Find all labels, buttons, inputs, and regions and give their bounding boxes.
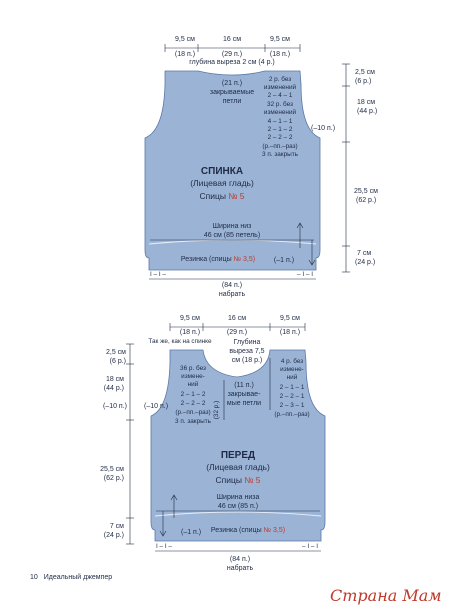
- back-top-width-right: 9,5 см: [270, 36, 290, 43]
- back-dim-rib-rows: (24 р.): [355, 259, 376, 266]
- front-left-row-7: 3 п. закрыть: [174, 418, 212, 425]
- front-top-width-left: 9,5 см: [180, 315, 200, 322]
- front-section: [100, 315, 325, 572]
- front-right-row-2: измене-: [280, 366, 304, 373]
- front-top-count-right: (18 п.): [279, 329, 301, 336]
- back-width-value: 46 см (85 петель): [203, 232, 261, 239]
- page-footer: [30, 574, 112, 581]
- front-dim-shoulder: 2,5 см: [106, 349, 126, 356]
- back-armhole-row-9: (р.–пп.–раз): [262, 143, 298, 150]
- back-armhole-row-10: 3 п. закрыть: [261, 151, 299, 158]
- front-dim-rib: 7 см: [109, 523, 124, 530]
- front-left-vertical: (32 р.): [213, 400, 220, 420]
- page-number: 10: [30, 574, 38, 581]
- back-armhole-row-1: 2 р. без: [268, 76, 292, 83]
- front-right-row-4: 2 – 1 – 1: [279, 384, 305, 391]
- front-right-row-6: 2 – 3 – 1: [279, 402, 305, 409]
- back-edge-left: I – I –: [150, 271, 166, 278]
- front-dim-armhole-dec-inner: (–10 п.): [144, 403, 169, 410]
- front-subtitle: (Лицевая гладь): [206, 462, 270, 472]
- back-neck-stitches: (21 п.): [221, 80, 243, 87]
- back-armhole-row-2: изменений: [263, 84, 297, 91]
- front-title: ПЕРЕД: [220, 450, 256, 461]
- front-neck-stitches: (11 п.): [234, 382, 254, 389]
- front-dim-body: 25,5 см: [100, 466, 124, 473]
- back-dim-body: 25,5 см: [354, 188, 378, 195]
- back-top-count-right: (18 п.): [269, 51, 291, 58]
- front-top-width-neck: 16 см: [227, 315, 247, 322]
- back-rib-label: [181, 256, 255, 263]
- watermark-logo: Страна Мам: [330, 586, 442, 605]
- back-section: [145, 36, 378, 298]
- back-top-width-left: 9,5 см: [175, 36, 195, 43]
- front-right-row-3: ний: [286, 374, 298, 381]
- back-armhole-row-4: 32 р. без: [267, 101, 293, 108]
- front-edge-left: I – I –: [156, 543, 172, 550]
- front-left-row-3: ний: [187, 381, 199, 388]
- back-subtitle: (Лицевая гладь): [190, 178, 254, 188]
- front-same-as-back: Так же, как на спинке: [148, 338, 212, 345]
- front-top-count-left: (18 п.): [179, 329, 201, 336]
- back-armhole-row-5: изменений: [263, 109, 297, 116]
- back-dim-armhole-rows: (44 р.): [357, 108, 378, 115]
- back-dim-armhole: 18 см: [357, 99, 376, 106]
- back-needles: [199, 191, 244, 201]
- magazine-title: Идеальный джемпер: [43, 574, 113, 581]
- back-armhole-row-3: 2 – 4 – 1: [267, 92, 293, 99]
- front-dim-armhole-rows: (44 р.): [103, 385, 124, 392]
- front-dim-armhole: 18 см: [105, 376, 124, 383]
- front-right-row-1: 4 р. без: [280, 358, 304, 365]
- back-dim-body-rows: (62 р.): [356, 197, 377, 204]
- front-top-count-neck: (29 п.): [226, 329, 248, 336]
- back-edge-right: – I – I: [297, 271, 313, 278]
- front-decrease: (–1 п.): [181, 529, 202, 536]
- back-dim-armhole-dec: (–10 п.): [311, 125, 336, 132]
- back-armhole-row-7: 2 – 1 – 2: [267, 126, 293, 133]
- front-left-row-1: 36 р. без: [180, 365, 206, 372]
- back-decrease: (–1 п.): [273, 257, 295, 264]
- back-rib-text: Резинка (спицы: [180, 256, 232, 263]
- back-cast-on-label: набрать: [218, 291, 246, 298]
- back-width-label: Ширина низ: [212, 223, 252, 230]
- front-neck-stitches-2: закрывае-: [227, 391, 261, 398]
- front-cast-on-count: (84 п.): [229, 556, 251, 563]
- back-neck-depth: глубина выреза 2 см (4 р.): [189, 59, 275, 66]
- back-rib-number: № 3,5): [233, 256, 256, 263]
- back-dim-shoulder: 2,5 см: [355, 69, 375, 76]
- back-title: СПИНКА: [200, 166, 244, 177]
- front-neck-depth-2: выреза 7,5: [229, 348, 265, 355]
- back-dim-shoulder-rows: (6 р.): [355, 78, 372, 85]
- back-top-width-neck: 16 см: [222, 36, 242, 43]
- front-width-value: 46 см (85 п.): [217, 503, 259, 510]
- back-top-count-left: (18 п.): [174, 51, 196, 58]
- front-left-row-4: 2 – 1 – 2: [180, 391, 206, 398]
- back-needles-number: № 5: [228, 191, 245, 201]
- front-dim-rib-rows: (24 р.): [103, 532, 124, 539]
- front-left-row-6: (р.–пп.–раз): [175, 409, 211, 416]
- back-neck-stitches-2: закрываемые: [209, 89, 255, 96]
- front-right-row-5: 2 – 2 – 1: [279, 393, 305, 400]
- front-rib-label: [211, 527, 285, 534]
- front-cast-on-label: набрать: [226, 565, 254, 572]
- back-armhole-row-8: 2 – 2 – 2: [267, 134, 293, 141]
- front-dim-armhole-dec-outer: (–10 п.): [102, 403, 127, 410]
- front-edge-right: – I – I: [302, 543, 318, 550]
- front-neck-depth-3: см (18 р.): [231, 357, 263, 364]
- front-dim-shoulder-rows: (6 р.): [109, 358, 126, 365]
- back-needles-label: Спицы: [199, 191, 226, 201]
- back-cast-on-count: (84 п.): [221, 282, 243, 289]
- front-neck-depth: Глубина: [233, 339, 261, 346]
- front-needles: [215, 475, 260, 485]
- front-neck-stitches-3: мые петли: [226, 400, 262, 407]
- back-dim-rib: 7 см: [357, 250, 372, 257]
- front-dim-body-rows: (62 р.): [103, 475, 124, 482]
- front-needles-number: № 5: [244, 475, 261, 485]
- front-left-row-2: измене-: [181, 373, 205, 380]
- back-armhole-row-6: 4 – 1 – 1: [267, 118, 293, 125]
- front-needles-label: Спицы: [215, 475, 242, 485]
- front-left-row-5: 2 – 2 – 2: [180, 400, 206, 407]
- back-neck-stitches-3: петли: [222, 98, 242, 105]
- front-rib-text: Резинка (спицы: [210, 527, 262, 534]
- front-rib-number: № 3,5): [263, 527, 286, 534]
- back-top-count-neck: (29 п.): [221, 51, 243, 58]
- front-right-row-7: (р.–пп.–раз): [274, 411, 310, 418]
- front-top-width-right: 9,5 см: [280, 315, 300, 322]
- front-width-label: Ширина низа: [216, 494, 260, 501]
